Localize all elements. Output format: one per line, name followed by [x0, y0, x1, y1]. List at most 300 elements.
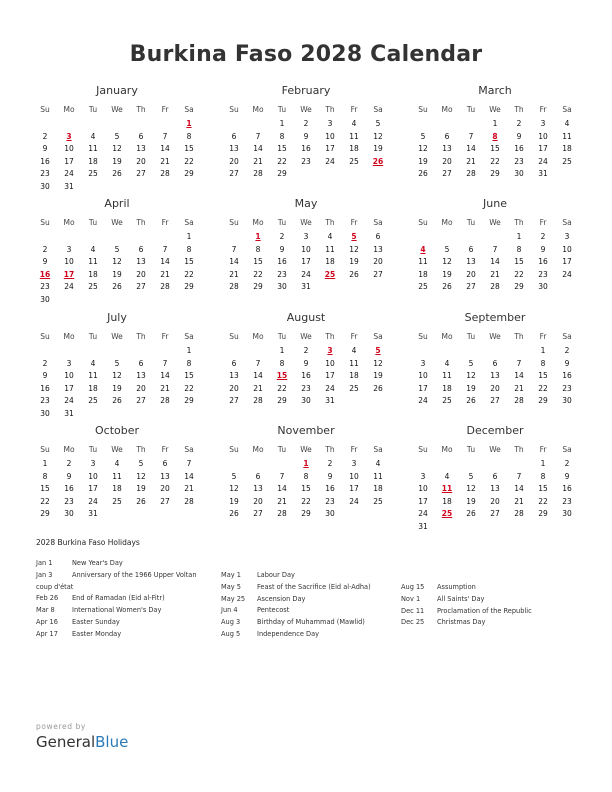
month-name: December	[466, 424, 524, 437]
holiday-day-cell: 15	[276, 371, 288, 380]
day-cell: 5	[138, 459, 144, 468]
month-name: May	[294, 197, 318, 210]
holiday-name: Feast of the Sacrifice (Eid al-Adha)	[257, 582, 371, 591]
holiday-date: Aug 5	[221, 629, 241, 638]
weekday-header	[411, 215, 579, 231]
brand-logo	[36, 722, 128, 751]
day-cell: 30	[538, 282, 548, 291]
empty-day-cell	[105, 508, 129, 521]
month-name: March	[478, 84, 512, 97]
page-title: Burkina Faso 2028 Calendar	[129, 42, 483, 67]
week-row	[222, 458, 390, 471]
weekday-label: We	[489, 218, 501, 227]
weekday-label: Sa	[373, 105, 383, 114]
day-cell: 22	[301, 496, 311, 506]
day-cell: 18	[325, 257, 335, 266]
empty-day-cell	[33, 345, 57, 358]
day-cell: 24	[88, 496, 98, 506]
week-row	[33, 395, 201, 408]
day-cell: 5	[114, 358, 120, 368]
holiday-day-cell: 1	[186, 119, 192, 128]
day-cell: 23	[538, 269, 548, 279]
day-cell: 2	[540, 232, 546, 241]
weekday-label: Fr	[539, 445, 547, 454]
day-cell: 7	[516, 358, 522, 368]
month-january	[33, 84, 201, 193]
day-cell: 5	[231, 471, 237, 481]
day-cell: 30	[40, 181, 50, 191]
holiday-name: International Women's Day	[72, 606, 162, 615]
day-cell: 4	[444, 471, 450, 481]
day-cell: 7	[162, 131, 168, 141]
day-cell: 10	[538, 131, 548, 141]
day-cell: 29	[184, 396, 194, 405]
day-cell: 19	[136, 484, 146, 493]
day-cell: 7	[231, 244, 237, 254]
holiday-item	[401, 582, 571, 594]
day-cell: 21	[160, 269, 170, 279]
week-row	[33, 131, 201, 144]
day-cell: 9	[540, 244, 546, 254]
holiday-day-cell: 26	[372, 156, 384, 166]
weekday-label: Fr	[539, 218, 547, 227]
holiday-day-cell: 3	[66, 131, 72, 141]
day-cell: 15	[184, 371, 194, 380]
day-cell: 10	[301, 244, 311, 254]
week-row	[33, 156, 201, 169]
month-name: February	[281, 84, 331, 97]
day-cell: 3	[540, 119, 546, 128]
holiday-item	[221, 582, 391, 594]
day-cell: 21	[253, 383, 263, 393]
empty-day-cell	[555, 521, 579, 534]
empty-day-cell	[483, 345, 507, 358]
day-cell: 6	[255, 471, 261, 481]
empty-day-cell	[105, 294, 129, 307]
holiday-day-cell: 4	[420, 244, 426, 254]
empty-day-cell	[105, 345, 129, 358]
month-november	[222, 424, 390, 521]
day-cell: 18	[442, 383, 452, 393]
empty-day-cell	[129, 181, 153, 194]
weekday-label: Su	[229, 218, 239, 227]
day-cell: 23	[325, 496, 335, 506]
day-cell: 10	[562, 244, 572, 254]
weekday-label: We	[489, 105, 501, 114]
empty-day-cell	[483, 458, 507, 471]
day-cell: 29	[184, 282, 194, 291]
week-row	[411, 131, 579, 144]
holiday-item	[401, 594, 571, 606]
holiday-item	[36, 558, 208, 570]
day-cell: 28	[229, 282, 239, 291]
day-cell: 28	[184, 496, 194, 506]
month-september	[411, 311, 579, 408]
week-row	[411, 345, 579, 358]
empty-day-cell	[459, 521, 483, 534]
empty-day-cell	[177, 181, 201, 194]
holiday-item	[221, 617, 391, 629]
month-june	[411, 197, 579, 294]
day-cell: 10	[325, 131, 335, 141]
day-cell: 21	[514, 496, 524, 506]
weekday-header	[222, 329, 390, 345]
day-cell: 24	[64, 169, 74, 178]
day-cell: 13	[373, 244, 383, 254]
day-cell: 10	[418, 484, 428, 493]
weekday-label: Su	[40, 218, 50, 227]
day-cell: 18	[562, 144, 572, 153]
month-name: September	[464, 311, 526, 324]
holiday-date: Jun 4	[221, 606, 238, 615]
day-cell: 2	[42, 244, 48, 254]
day-cell: 9	[66, 471, 72, 481]
week-row	[222, 370, 390, 383]
day-cell: 7	[492, 244, 498, 254]
day-cell: 1	[516, 232, 522, 241]
day-cell: 20	[490, 383, 500, 393]
day-cell: 11	[349, 131, 359, 141]
empty-day-cell	[246, 345, 270, 358]
day-cell: 24	[418, 509, 428, 518]
day-cell: 3	[90, 459, 96, 468]
day-cell: 18	[349, 144, 359, 153]
week-row	[33, 281, 201, 294]
day-cell: 6	[492, 471, 498, 481]
weekday-label: Mo	[441, 105, 453, 114]
week-row	[222, 358, 390, 371]
week-row	[411, 269, 579, 282]
day-cell: 28	[490, 282, 500, 291]
day-cell: 22	[538, 496, 548, 506]
day-cell: 9	[516, 131, 522, 141]
day-cell: 6	[138, 131, 144, 141]
day-cell: 16	[40, 383, 50, 393]
weekday-label: Sa	[184, 445, 194, 454]
weekday-label: Sa	[184, 332, 194, 341]
day-cell: 30	[562, 509, 572, 518]
day-cell: 28	[160, 282, 170, 291]
week-row	[222, 244, 390, 257]
day-cell: 19	[112, 383, 122, 393]
day-cell: 15	[514, 257, 524, 266]
holiday-item	[221, 629, 391, 641]
day-cell: 31	[301, 282, 311, 291]
month-name: October	[94, 424, 140, 437]
holiday-item	[401, 617, 571, 629]
day-cell: 20	[229, 156, 239, 166]
day-cell: 21	[490, 269, 500, 279]
month-name: November	[277, 424, 335, 437]
day-cell: 27	[229, 169, 239, 178]
day-cell: 13	[229, 371, 239, 380]
weekday-label: Tu	[466, 332, 476, 341]
day-cell: 11	[349, 358, 359, 368]
day-cell: 27	[136, 396, 146, 405]
day-cell: 16	[64, 484, 74, 493]
day-cell: 16	[514, 144, 524, 153]
empty-day-cell	[246, 118, 270, 131]
week-row	[411, 256, 579, 269]
week-row	[33, 345, 201, 358]
day-cell: 1	[42, 459, 48, 468]
holiday-item	[36, 593, 208, 605]
holiday-date: Apr 17	[36, 629, 58, 638]
day-cell: 25	[88, 396, 98, 405]
holiday-name: New Year's Day	[72, 559, 123, 567]
day-cell: 28	[466, 169, 476, 178]
empty-day-cell	[222, 231, 246, 244]
day-cell: 18	[349, 371, 359, 380]
day-cell: 19	[112, 269, 122, 279]
empty-day-cell	[459, 458, 483, 471]
empty-day-cell	[507, 458, 531, 471]
day-cell: 23	[277, 269, 287, 279]
holiday-item	[221, 605, 391, 617]
day-cell: 14	[229, 257, 239, 266]
day-cell: 23	[301, 156, 311, 166]
empty-day-cell	[153, 408, 177, 421]
empty-day-cell	[129, 408, 153, 421]
empty-day-cell	[555, 168, 579, 181]
holiday-day-cell: 5	[351, 232, 357, 241]
empty-day-cell	[81, 408, 105, 421]
day-cell: 2	[42, 358, 48, 368]
day-cell: 22	[184, 383, 194, 393]
week-row	[222, 168, 390, 181]
weekday-label: We	[489, 445, 501, 454]
empty-day-cell	[129, 231, 153, 244]
day-cell: 15	[253, 257, 263, 266]
weekday-label: Fr	[350, 105, 358, 114]
week-row	[222, 496, 390, 509]
empty-day-cell	[531, 521, 555, 534]
empty-day-cell	[129, 508, 153, 521]
day-cell: 29	[301, 509, 311, 518]
day-cell: 22	[184, 269, 194, 279]
day-cell: 15	[538, 371, 548, 380]
empty-day-cell	[153, 181, 177, 194]
day-cell: 29	[490, 169, 500, 178]
day-cell: 10	[349, 471, 359, 481]
week-row	[33, 383, 201, 396]
day-cell: 12	[112, 371, 122, 380]
day-cell: 12	[442, 257, 452, 266]
weekday-label: We	[111, 332, 123, 341]
day-cell: 17	[301, 257, 311, 266]
holiday-date: Aug 3	[221, 618, 241, 627]
day-cell: 25	[112, 496, 122, 506]
weekday-label: Th	[514, 218, 524, 227]
day-cell: 7	[186, 459, 192, 468]
weekday-label: We	[300, 105, 312, 114]
weekday-label: Sa	[562, 445, 572, 454]
week-row	[33, 231, 201, 244]
day-cell: 27	[442, 169, 452, 178]
day-cell: 14	[277, 484, 287, 493]
week-row	[222, 231, 390, 244]
empty-day-cell	[435, 345, 459, 358]
holiday-name: Ascension Day	[257, 594, 306, 603]
weekday-label: Tu	[466, 445, 476, 454]
holiday-name: Birthday of Muhammad (Mawlid)	[257, 618, 365, 627]
holiday-date: May 5	[221, 582, 241, 591]
weekday-label: Mo	[63, 105, 75, 114]
week-row	[222, 383, 390, 396]
week-row	[33, 118, 201, 131]
day-cell: 26	[442, 282, 452, 291]
day-cell: 9	[303, 131, 309, 141]
day-cell: 3	[303, 232, 309, 241]
day-cell: 25	[373, 496, 383, 506]
weekday-label: Sa	[184, 105, 194, 114]
day-cell: 16	[562, 371, 572, 380]
holiday-day-cell: 3	[327, 346, 333, 355]
holiday-column	[401, 582, 571, 629]
day-cell: 30	[325, 509, 335, 518]
day-cell: 9	[42, 371, 48, 380]
day-cell: 13	[136, 371, 146, 380]
day-cell: 12	[418, 144, 428, 153]
week-row	[33, 483, 201, 496]
empty-day-cell	[342, 168, 366, 181]
day-cell: 11	[418, 257, 428, 266]
holiday-day-cell: 8	[492, 131, 498, 141]
day-cell: 3	[66, 244, 72, 254]
day-cell: 19	[373, 144, 383, 153]
week-row	[411, 370, 579, 383]
weekday-label: Tu	[277, 218, 287, 227]
month-name: June	[483, 197, 507, 210]
day-cell: 18	[112, 484, 122, 493]
day-cell: 24	[325, 156, 335, 166]
day-cell: 20	[136, 156, 146, 166]
day-cell: 2	[303, 119, 309, 128]
empty-day-cell	[153, 231, 177, 244]
day-cell: 5	[444, 244, 450, 254]
day-cell: 22	[538, 383, 548, 393]
month-december	[411, 424, 579, 533]
week-row	[33, 370, 201, 383]
weekday-label: Fr	[161, 218, 169, 227]
day-cell: 1	[540, 459, 546, 468]
weekday-label: Tu	[88, 332, 98, 341]
month-may	[222, 197, 390, 294]
holiday-name: Pentecost	[257, 606, 290, 615]
holiday-column	[36, 558, 208, 641]
day-cell: 30	[301, 396, 311, 405]
day-cell: 17	[64, 383, 74, 393]
day-cell: 6	[375, 232, 381, 241]
day-cell: 17	[88, 484, 98, 493]
day-cell: 26	[373, 383, 383, 393]
day-cell: 20	[490, 496, 500, 506]
day-cell: 7	[516, 471, 522, 481]
empty-day-cell	[177, 294, 201, 307]
day-cell: 20	[373, 257, 383, 266]
empty-day-cell	[129, 345, 153, 358]
empty-day-cell	[366, 168, 390, 181]
holiday-name: coup d'état	[36, 582, 74, 591]
holiday-name: Assumption	[437, 583, 476, 591]
day-cell: 26	[136, 496, 146, 506]
powered-by-label: powered by	[36, 722, 86, 731]
day-cell: 25	[349, 156, 359, 166]
holiday-date: Aug 15	[401, 583, 425, 591]
day-cell: 24	[64, 396, 74, 405]
day-cell: 28	[160, 396, 170, 405]
weekday-header	[222, 102, 390, 118]
day-cell: 19	[418, 156, 428, 166]
empty-day-cell	[411, 345, 435, 358]
day-cell: 2	[564, 346, 570, 355]
day-cell: 13	[442, 144, 452, 153]
holiday-name: Easter Monday	[72, 629, 122, 638]
day-cell: 27	[490, 509, 500, 518]
day-cell: 27	[136, 282, 146, 291]
holiday-item	[36, 617, 208, 629]
weekday-label: We	[489, 332, 501, 341]
day-cell: 12	[466, 484, 476, 493]
weekday-label: Fr	[161, 105, 169, 114]
day-cell: 6	[231, 131, 237, 141]
weekday-label: Mo	[63, 218, 75, 227]
weekday-header	[411, 329, 579, 345]
empty-day-cell	[81, 231, 105, 244]
day-cell: 27	[466, 282, 476, 291]
week-row	[411, 358, 579, 371]
day-cell: 29	[253, 282, 263, 291]
empty-day-cell	[246, 458, 270, 471]
weekday-label: Sa	[373, 218, 383, 227]
day-cell: 2	[327, 459, 333, 468]
week-row	[411, 521, 579, 534]
holiday-date: Jan 1	[36, 559, 53, 567]
weekday-header	[222, 215, 390, 231]
month-february	[222, 84, 390, 181]
day-cell: 5	[114, 244, 120, 254]
day-cell: 4	[90, 358, 96, 368]
day-cell: 26	[349, 269, 359, 279]
empty-day-cell	[342, 281, 366, 294]
day-cell: 4	[90, 131, 96, 141]
day-cell: 9	[42, 257, 48, 266]
empty-day-cell	[435, 118, 459, 131]
day-cell: 31	[64, 181, 74, 191]
day-cell: 30	[40, 294, 50, 304]
day-cell: 3	[564, 232, 570, 241]
weekday-label: Tu	[88, 105, 98, 114]
day-cell: 23	[40, 169, 50, 178]
day-cell: 8	[186, 131, 192, 141]
day-cell: 19	[373, 371, 383, 380]
empty-day-cell	[105, 231, 129, 244]
day-cell: 27	[229, 396, 239, 405]
empty-day-cell	[411, 231, 435, 244]
day-cell: 24	[301, 269, 311, 279]
weekday-label: Th	[136, 218, 146, 227]
holiday-name: All Saints' Day	[437, 594, 485, 603]
week-row	[33, 168, 201, 181]
day-cell: 4	[327, 232, 333, 241]
week-row	[222, 131, 390, 144]
day-cell: 17	[325, 371, 335, 380]
day-cell: 15	[538, 484, 548, 493]
weekday-label: Tu	[277, 105, 287, 114]
day-cell: 29	[184, 169, 194, 178]
day-cell: 14	[490, 257, 500, 266]
day-cell: 14	[184, 471, 194, 481]
